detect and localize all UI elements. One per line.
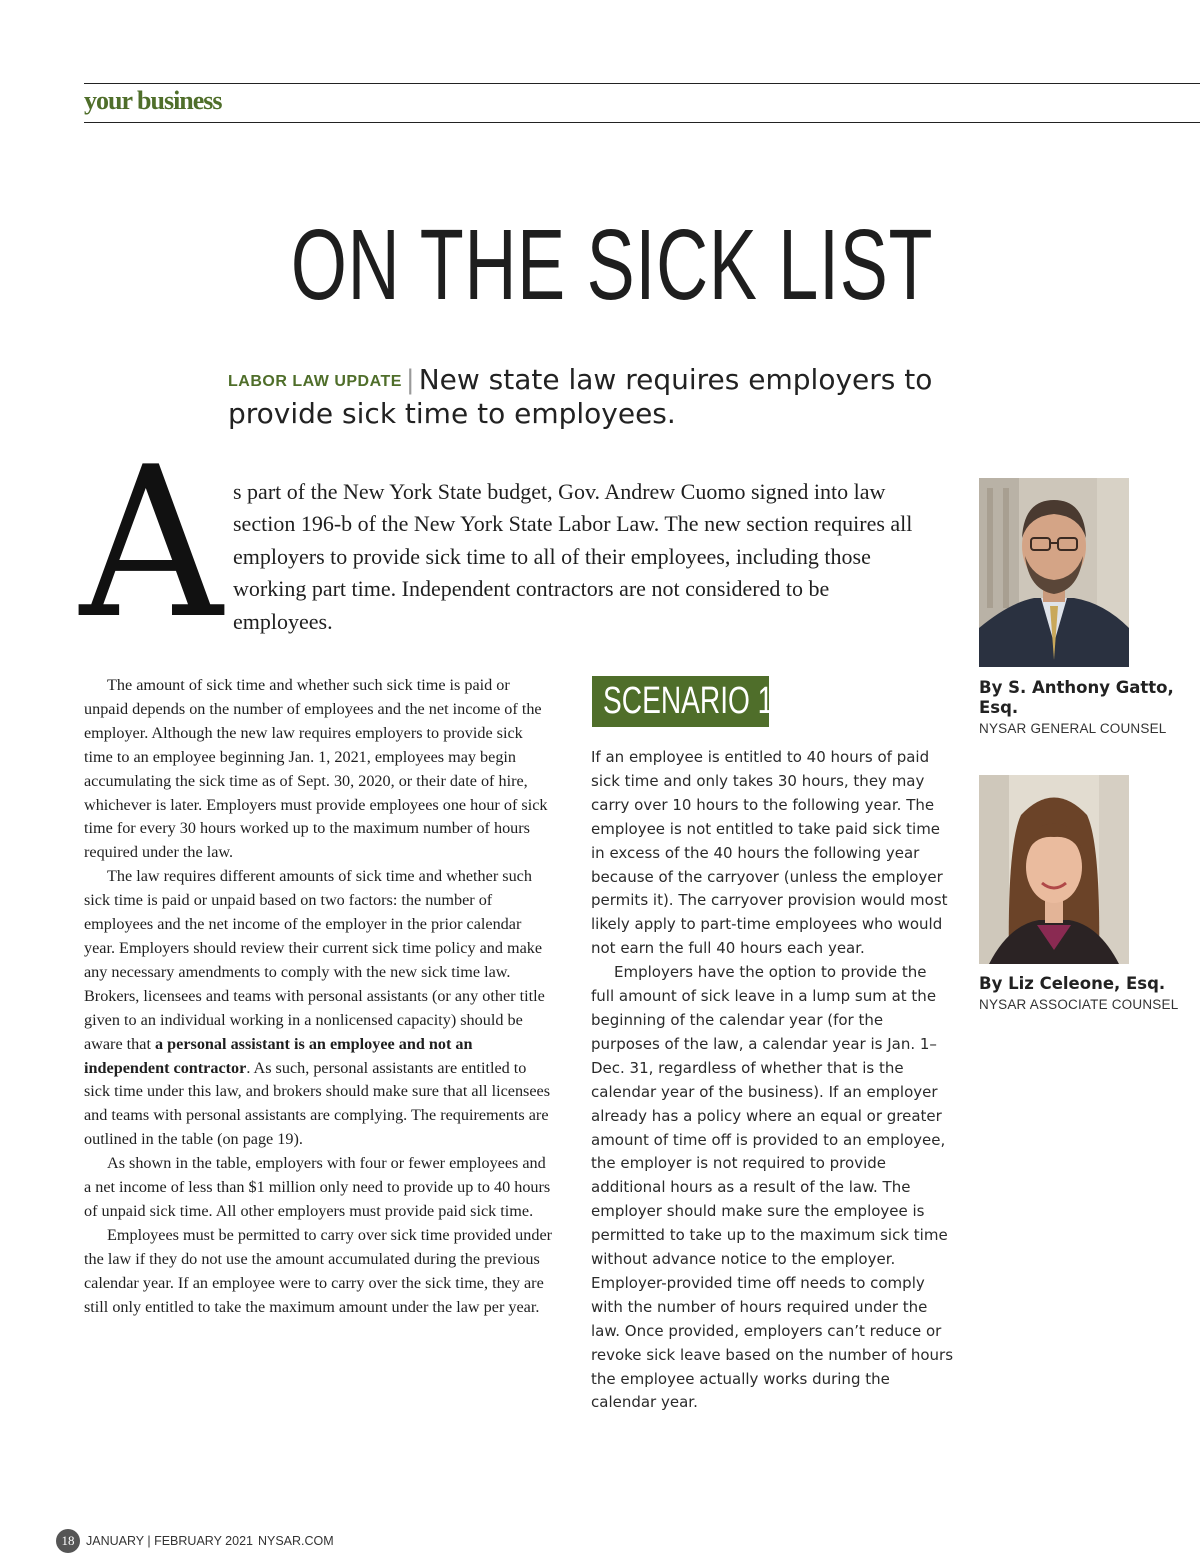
scenario-label: SCENARIO 1 bbox=[603, 680, 774, 722]
byline-role: NYSAR ASSOCIATE COUNSEL bbox=[979, 997, 1179, 1012]
footer-issue: JANUARY | FEBRUARY 2021 bbox=[86, 1534, 253, 1548]
footer-site: NYSAR.COM bbox=[257, 1534, 334, 1548]
author-photo-celeone bbox=[979, 775, 1129, 964]
deck-text: New state law requires employers to provide sick time to employees. bbox=[228, 363, 933, 430]
article-deck bbox=[228, 364, 988, 430]
body-paragraph: As shown in the table, employers with four or fewer employees and a net income of less than $1 million only need to provide up to 40 hours of unpaid sick time. All other employers must provide paid sick time. bbox=[84, 1154, 551, 1220]
drop-cap: A bbox=[79, 423, 223, 665]
page-footer bbox=[56, 1529, 334, 1553]
deck-kicker: LABOR LAW UPDATE bbox=[228, 373, 402, 390]
scenario-label-box bbox=[592, 676, 774, 727]
intro-paragraph: s part of the New York State budget, Gov. Andrew Cuomo signed into law section 196-b of the New York State Labor Law. The new section requires all employers to provide sick time to all of their employees, including those working part time. Independent contractors are not considered to be employees. bbox=[233, 479, 913, 634]
byline-name: By Liz Celeone, Esq. bbox=[979, 974, 1166, 993]
body-paragraph bbox=[84, 865, 554, 1152]
deck-separator: | bbox=[405, 365, 415, 395]
headline-text: ON THE SICK LIST bbox=[290, 209, 934, 321]
body-paragraph: The amount of sick time and whether such sick time is paid or unpaid depends on the number of employees and the net income of the employer. Although the new law requires employers to provide sick time to an employee beginning Jan. 1, 2021, employees may begin accumulating the sick time as of Sept. 30, 2020, or their date of hire, whichever is later. Employers must provide employees one hour of sick time for every 30 hours worked up to the maximum number of hours required under the law. bbox=[84, 676, 548, 862]
body-emphasis: a personal assistant is an employee and not an independent contractor bbox=[84, 1034, 473, 1077]
byline-gatto bbox=[979, 678, 1179, 738]
body-column-left bbox=[84, 674, 554, 1319]
header-rule-bottom bbox=[84, 122, 1200, 123]
header-rule-top bbox=[84, 83, 1200, 84]
byline-role: NYSAR GENERAL COUNSEL bbox=[979, 721, 1167, 736]
scenario-paragraph: If an employee is entitled to 40 hours of paid sick time and only takes 30 hours, they may carry over 10 hours to the following year. The employee is not entitled to take paid sick time in excess of the 40 hours the following year because of the carryover (unless the employer permits it). The carryover provision would most likely apply to part-time employees who would not earn the full 40 hours each year. bbox=[591, 748, 948, 958]
byline-celeone bbox=[979, 974, 1179, 1014]
body-text: The law requires different amounts of sick time and whether such sick time is paid or unpaid based on two factors: the number of employees and the net income of the employer in the prior calendar year. Employers should review their current sick time policy and make any necessary amendments to comply with the new sick time law. Brokers, licensees and teams with personal assistants (or any other title given to an individual working in a nonlicensed capacity) should be aware that bbox=[84, 867, 545, 1053]
author-photo-gatto bbox=[979, 478, 1129, 667]
scenario-paragraph: Employers have the option to provide the full amount of sick leave in a lump sum at the beginning of the calendar year (for the purposes of the law, a calendar year is Jan. 1–Dec. 31, regardless of whether that is the calendar year of the business). If an employer already has a policy where an equal or greater amount of time off is provided to an employee, the employer is not required to provide additional hours as a result of the law. The employer should make sure the employee is permitted to take up to the maximum sick time without advance notice to the employer. Employer-provided time off needs to comply with the number of hours required under the law. Once provided, employers can’t reduce or revoke sick leave based on the number of hours the employee actually works during the calendar year. bbox=[591, 963, 954, 1412]
byline-name: By S. Anthony Gatto, Esq. bbox=[979, 678, 1174, 717]
scenario-column bbox=[591, 746, 953, 1415]
page-number: 18 bbox=[56, 1529, 80, 1553]
article-headline bbox=[0, 208, 1200, 323]
body-paragraph: Employees must be permitted to carry over sick time provided under the law if they do not use the amount accumulated during the previous calendar year. If an employee were to carry over the sick time, they are still only entitled to take the maximum amount under the law per year. bbox=[84, 1225, 553, 1316]
section-label: your business bbox=[84, 86, 222, 115]
body-text: . As such, personal assistants are entitled to sick time under this law, and brokers should make sure that all licensees and teams with personal assistants are complying. The requirements are outlined in the table (on page 19). bbox=[84, 1058, 551, 1149]
